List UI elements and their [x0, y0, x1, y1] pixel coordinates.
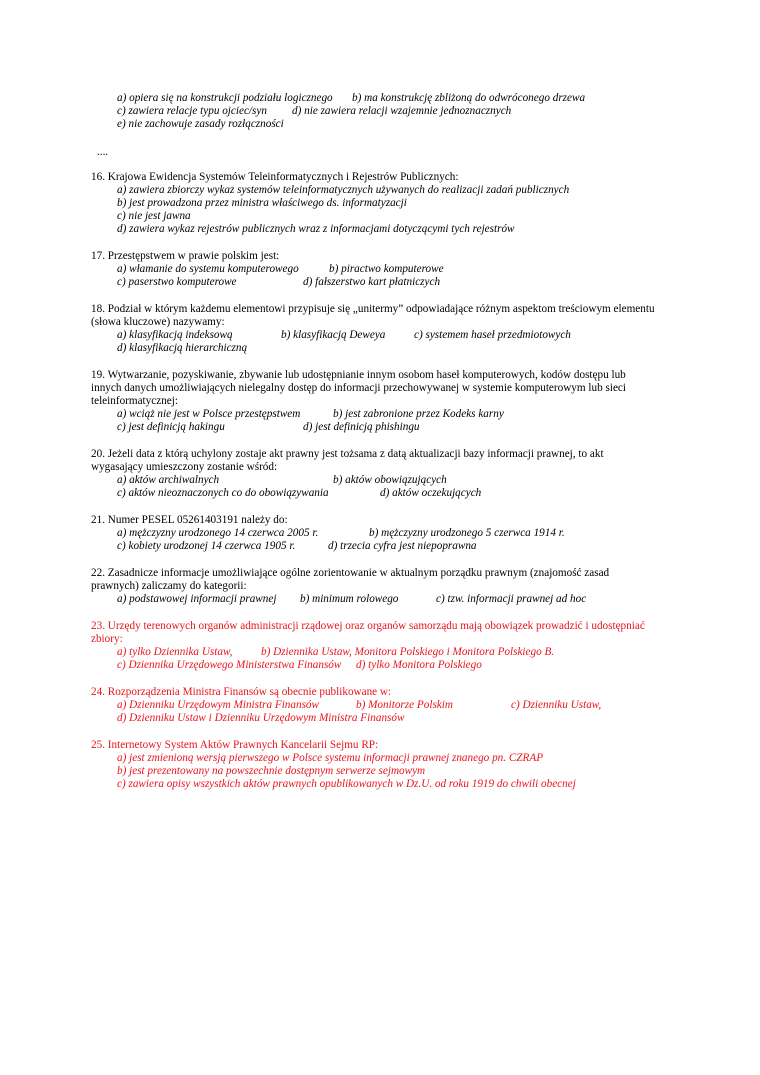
q23-option-a: a) tylko Dziennika Ustaw, [117, 646, 233, 658]
q23-option-b: b) Dziennika Ustaw, Monitora Polskiego i Monitora Polskiego B. [261, 646, 555, 658]
question-22-line1: 22. Zasadnicze informacje umożliwiające ogólne zorientowanie w aktualnym porządku prawnym (znajomość zasad [91, 567, 610, 579]
q25-option-a: a) jest zmienioną wersją pierwszego w Polsce systemu informacji prawnej znanego pn. CZRAP [117, 752, 544, 764]
q21-option-d: d) trzecia cyfra jest niepoprawna [328, 540, 477, 552]
ellipsis: .... [97, 146, 109, 158]
q19-option-c: c) jest definicją hakingu [117, 421, 225, 433]
q23-option-d: d) tylko Monitora Polskiego [356, 659, 482, 671]
q17-option-b: b) piractwo komputerowe [329, 263, 444, 275]
q20-option-b: b) aktów obowiązujących [333, 474, 447, 486]
q16-option-a: a) zawiera zbiorczy wykaz systemów teleinformatycznych używanych do realizacji zadań publicznych [117, 184, 570, 196]
q16-option-c: c) nie jest jawna [117, 210, 191, 222]
q17-option-c: c) paserstwo komputerowe [117, 276, 237, 288]
q17-option-d: d) fałszerstwo kart płatniczych [303, 276, 441, 288]
q20-option-d: d) aktów oczekujących [380, 487, 482, 499]
q22-option-b: b) minimum rolowego [300, 593, 399, 605]
intro-option-b: b) ma konstrukcję zbliżoną do odwróconego drzewa [352, 92, 586, 104]
question-19-line1: 19. Wytwarzanie, pozyskiwanie, zbywanie lub udostępnianie innym osobom haseł komputerowych, kodów dostępu lub [91, 369, 626, 381]
question-22-line2: prawnych) zaliczamy do kategorii: [91, 580, 247, 592]
question-19-line3: teleinformatycznej: [91, 395, 178, 407]
q19-option-a: a) wciąż nie jest w Polsce przestępstwem [117, 408, 301, 420]
q24-option-a: a) Dzienniku Urzędowym Ministra Finansów [117, 699, 319, 711]
q18-option-b: b) klasyfikacją Deweya [281, 329, 386, 341]
q17-option-a: a) włamanie do systemu komputerowego [117, 263, 299, 275]
q24-option-b: b) Monitorze Polskim [356, 699, 453, 711]
question-23-line2: zbiory: [91, 633, 123, 645]
question-20-line2: wygasający umieszczony zostanie wśród: [91, 461, 278, 473]
q25-option-b: b) jest prezentowany na powszechnie dostępnym serwerze sejmowym [117, 765, 426, 777]
q24-option-d: d) Dzienniku Ustaw i Dzienniku Urzędowym Ministra Finansów [117, 712, 405, 724]
intro-option-e: e) nie zachowuje zasady rozłączności [117, 118, 284, 130]
q20-option-c: c) aktów nieoznaczonych co do obowiązywania [117, 487, 329, 499]
q16-option-d: d) zawiera wykaz rejestrów publicznych wraz z informacjami dotyczącymi tych rejestrów [117, 223, 515, 235]
question-16: 16. Krajowa Ewidencja Systemów Teleinformatycznych i Rejestrów Publicznych: [91, 171, 459, 183]
question-18-line1: 18. Podział w którym każdemu elementowi przypisuje się „unitermy” odpowiadające różnym aspektom treściowym elementu [91, 303, 655, 315]
intro-option-c: c) zawiera relacje typu ojciec/syn [117, 105, 267, 117]
intro-option-d: d) nie zawiera relacji wzajemnie jednoznacznych [292, 105, 512, 117]
q22-option-c: c) tzw. informacji prawnej ad hoc [436, 593, 587, 605]
q18-option-d: d) klasyfikacją hierarchiczną [117, 342, 248, 354]
question-19-line2: innych danych umożliwiających nielegalny dostęp do informacji przechowywanej w systemie komputerowym lub sieci [91, 382, 626, 394]
q25-option-c: c) zawiera opisy wszystkich aktów prawnych opublikowanych w Dz.U. od roku 1919 do chwili obecnej [117, 778, 576, 790]
q24-option-c: c) Dzienniku Ustaw, [511, 699, 602, 711]
q21-option-b: b) mężczyzny urodzonego 5 czerwca 1914 r. [369, 527, 565, 539]
question-20-line1: 20. Jeżeli data z którą uchylony zostaje akt prawny jest tożsama z datą aktualizacji bazy informacji prawnej, to akt [91, 448, 604, 460]
q19-option-b: b) jest zabronione przez Kodeks karny [333, 408, 504, 420]
q21-option-a: a) mężczyzny urodzonego 14 czerwca 2005 r. [117, 527, 319, 539]
q20-option-a: a) aktów archiwalnych [117, 474, 220, 486]
q23-option-c: c) Dziennika Urzędowego Ministerstwa Finansów [117, 659, 342, 671]
question-24: 24. Rozporządzenia Ministra Finansów są obecnie publikowane w: [91, 686, 392, 698]
q16-option-b: b) jest prowadzona przez ministra właściwego ds. informatyzacji [117, 197, 407, 209]
question-18-line2: (słowa kluczowe) nazywamy: [91, 316, 225, 328]
question-17: 17. Przestępstwem w prawie polskim jest: [91, 250, 280, 262]
q21-option-c: c) kobiety urodzonej 14 czerwca 1905 r. [117, 540, 296, 552]
q18-option-c: c) systemem haseł przedmiotowych [414, 329, 571, 341]
q18-option-a: a) klasyfikacją indeksową [117, 329, 233, 341]
q22-option-a: a) podstawowej informacji prawnej [117, 593, 277, 605]
question-23-line1: 23. Urzędy terenowych organów administracji rządowej oraz organów samorządu mają obowiązek prowadzić i udostępniać [91, 620, 645, 632]
intro-option-a: a) opiera się na konstrukcji podziału logicznego [117, 92, 333, 104]
q19-option-d: d) jest definicją phishingu [303, 421, 420, 433]
question-21: 21. Numer PESEL 05261403191 należy do: [91, 514, 288, 526]
question-25: 25. Internetowy System Aktów Prawnych Kancelarii Sejmu RP: [91, 739, 379, 751]
